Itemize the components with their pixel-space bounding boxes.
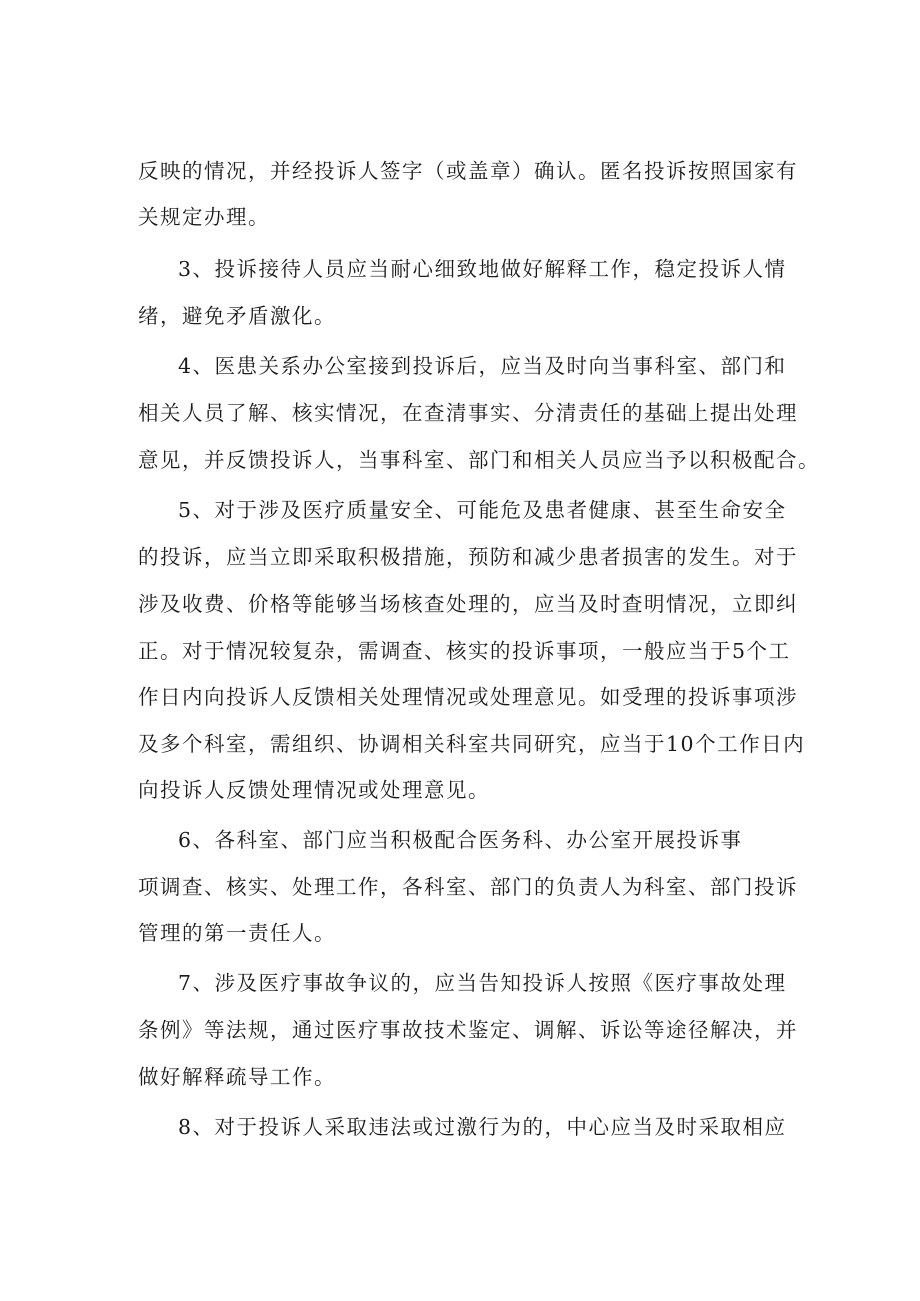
text-line: 意见，并反馈投诉人，当事科室、部门和相关人员应当予以积极配合。 bbox=[138, 448, 820, 472]
text-line: 正。对于情况较复杂，需调查、核实的投诉事项，一般应当于5个工 bbox=[138, 639, 791, 663]
text-line: 绪，避免矛盾激化。 bbox=[138, 304, 336, 328]
text-line: 作日内向投诉人反馈相关处理情况或处理意见。如受理的投诉事项涉 bbox=[138, 685, 798, 709]
paragraph-6-line: 6、各科室、部门应当积极配合医务科、办公室开展投诉事 bbox=[178, 828, 743, 852]
paragraph-4-line: 4、医患关系办公室接到投诉后，应当及时向当事科室、部门和 bbox=[178, 354, 787, 378]
text-line: 条例》等法规，通过医疗事故技术鉴定、调解、诉讼等途径解决，并 bbox=[138, 1018, 798, 1042]
paragraph-7-line: 7、涉及医疗事故争议的，应当告知投诉人按照《医疗事故处理 bbox=[178, 971, 787, 995]
text-line: 反映的情况，并经投诉人签字（或盖章）确认。匿名投诉按照国家有 bbox=[138, 159, 798, 183]
text-line: 涉及收费、价格等能够当场核查处理的，应当及时查明情况，立即纠 bbox=[138, 592, 798, 616]
text-line: 做好解释疏导工作。 bbox=[138, 1065, 336, 1089]
paragraph-5-line: 5、对于涉及医疗质量安全、可能危及患者健康、甚至生命安全 bbox=[178, 498, 787, 522]
text-line: 管理的第一责任人。 bbox=[138, 921, 336, 945]
paragraph-3-line: 3、投诉接待人员应当耐心细致地做好解释工作，稳定投诉人情 bbox=[178, 257, 787, 281]
text-line: 向投诉人反馈处理情况或处理意见。 bbox=[138, 778, 490, 802]
text-line: 的投诉，应当立即采取积极措施，预防和减少患者损害的发生。对于 bbox=[138, 545, 798, 569]
text-line: 关规定办理。 bbox=[138, 205, 270, 229]
text-line: 及多个科室，需组织、协调相关科室共同研究，应当于10个工作日内 bbox=[138, 732, 806, 756]
text-line: 相关人员了解、核实情况，在查清事实、分清责任的基础上提出处理 bbox=[138, 401, 798, 425]
text-line: 项调查、核实、处理工作，各科室、部门的负责人为科室、部门投诉 bbox=[138, 875, 798, 899]
paragraph-8-line: 8、对于投诉人采取违法或过激行为的，中心应当及时采取相应 bbox=[178, 1115, 787, 1139]
